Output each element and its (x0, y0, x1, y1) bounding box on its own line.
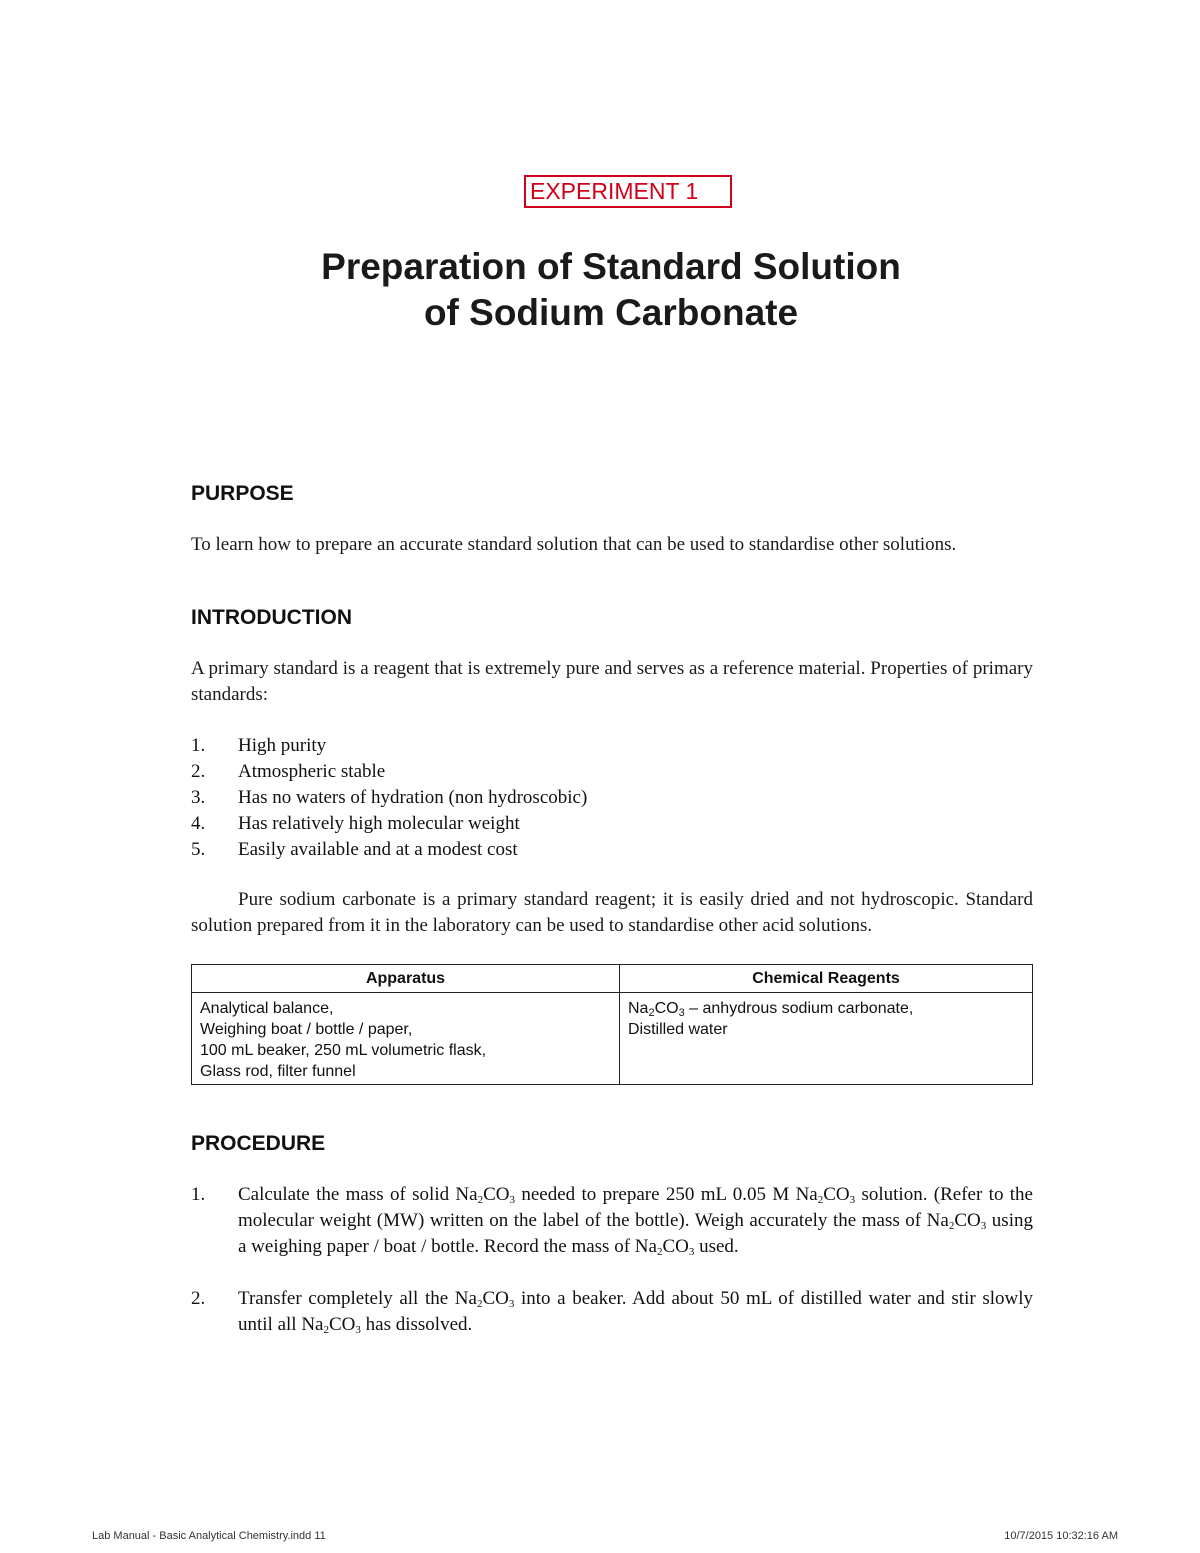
introduction-text: A primary standard is a reagent that is extremely pure and serves as a reference material. Properties of primary standards: (191, 658, 1033, 705)
procedure-list (191, 1182, 1033, 1338)
reagent-item: $Na_2CO_3$ – anhydrous sodium carbonate, (628, 1000, 914, 1019)
footer-filename: Lab Manual - Basic Analytical Chemistry.indd 11 (92, 1530, 326, 1542)
apparatus-item: Weighing boat / bottle / paper, (200, 1021, 413, 1038)
title-line-1: Preparation of Standard Solution (321, 246, 901, 287)
properties-list (191, 733, 1033, 863)
apparatus-cell (192, 993, 620, 1085)
apparatus-table (191, 964, 1033, 1085)
page-title (0, 244, 1200, 336)
apparatus-item: Analytical balance, (200, 1000, 334, 1017)
step-number: 2. (191, 1288, 206, 1309)
list-item (191, 759, 1033, 785)
list-item (191, 837, 1033, 863)
list-text: Atmospheric stable (238, 761, 386, 782)
list-number: 2. (191, 761, 206, 782)
apparatus-header: Apparatus (192, 965, 620, 993)
list-item (191, 811, 1033, 837)
apparatus-item: Glass rod, filter funnel (200, 1063, 356, 1080)
list-text: Has no waters of hydration (non hydroscobic) (238, 787, 588, 808)
introduction-heading: INTRODUCTION (191, 606, 352, 629)
procedure-step: 1. Calculate the mass of solid $Na_2CO_3$ needed to prepare 250 mL 0.05 M $Na_2CO_3$ solution. (Refer to the molecular weight (MW) written on the label of the bottle). Weigh accurately the mass of $Na_2CO_3$ using a weighing paper / boat / bottle. Record the mass of $Na_2CO_3$ used. (191, 1184, 1033, 1258)
list-number: 5. (191, 839, 206, 860)
step-number: 1. (191, 1184, 206, 1205)
title-line-2: of Sodium Carbonate (423, 292, 799, 333)
apparatus-item: 100 mL beaker, 250 mL volumetric flask, (200, 1042, 487, 1059)
list-item (191, 733, 1033, 759)
list-text: Has relatively high molecular weight (238, 813, 520, 834)
reagents-header: Chemical Reagents (620, 965, 1033, 993)
list-number: 3. (191, 787, 206, 808)
procedure-step: 2. Transfer completely all the $Na_2CO_3$ into a beaker. Add about 50 mL of distilled water and stir slowly until all $Na_2CO_3$ has dissolved. (191, 1288, 1033, 1336)
introduction-closing: Pure sodium carbonate is a primary standard reagent; it is easily dried and not hydroscopic. Standard solution prepared from it in the laboratory can be used to standardise other acid solutions. (191, 889, 1033, 936)
reagents-cell (620, 993, 1033, 1085)
footer-timestamp: 10/7/2015 10:32:16 AM (1004, 1530, 1118, 1542)
list-text: Easily available and at a modest cost (238, 839, 518, 860)
experiment-label: EXPERIMENT 1 (524, 175, 732, 208)
purpose-heading: PURPOSE (191, 482, 294, 505)
list-number: 4. (191, 813, 206, 834)
purpose-text: To learn how to prepare an accurate standard solution that can be used to standardise other solutions. (191, 534, 957, 555)
list-text: High purity (238, 735, 327, 756)
list-number: 1. (191, 735, 206, 756)
procedure-heading: PROCEDURE (191, 1132, 326, 1155)
reagent-item: Distilled water (628, 1021, 728, 1038)
list-item (191, 785, 1033, 811)
